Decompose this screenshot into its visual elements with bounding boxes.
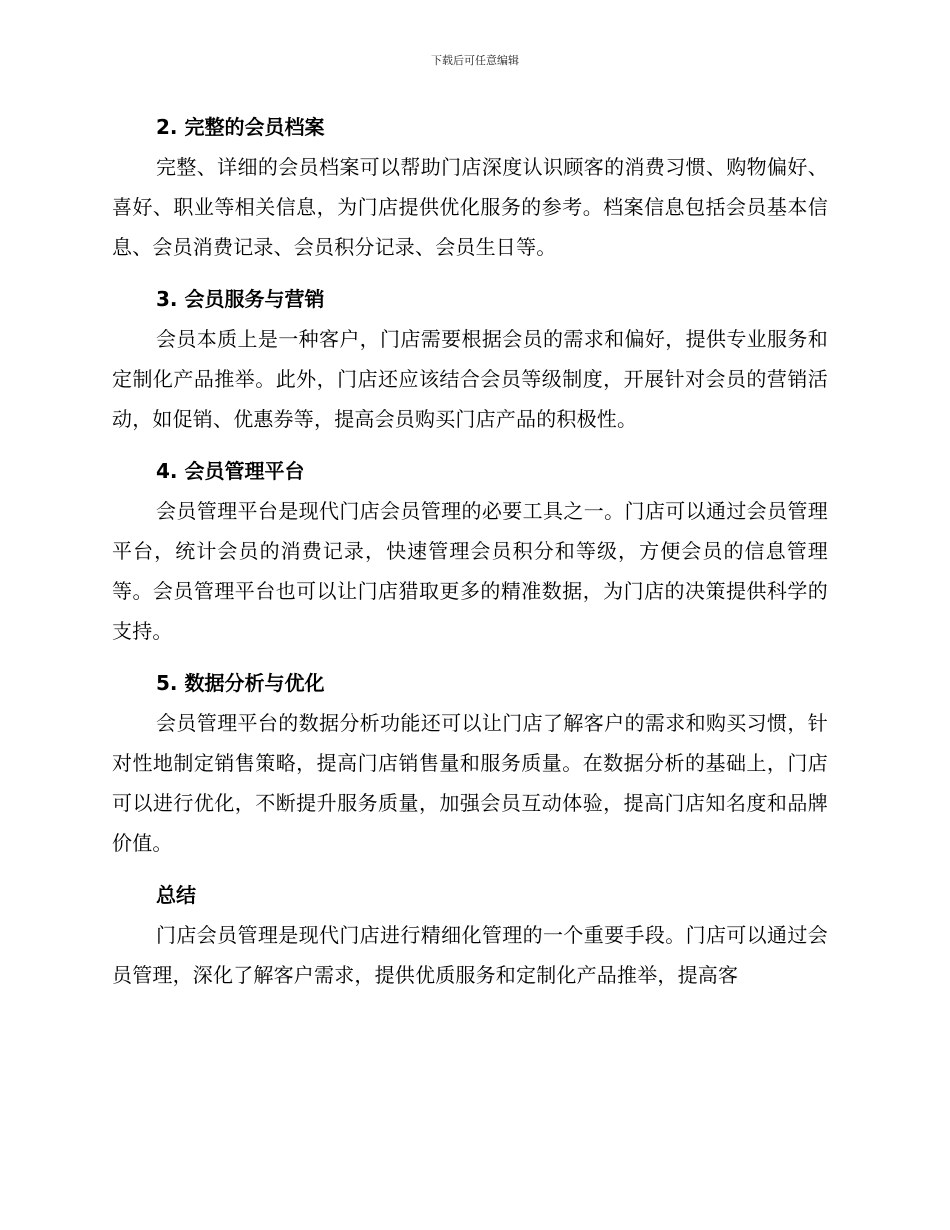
section-paragraph: 门店会员管理是现代门店进行精细化管理的一个重要手段。门店可以通过会员管理，深化了解客户需求，提供优质服务和定制化产品推举，提高客 xyxy=(112,923,828,987)
section-data-analysis xyxy=(112,663,828,863)
section-heading: 总结 xyxy=(156,883,196,907)
section-heading: 3. 会员服务与营销 xyxy=(156,287,325,311)
section-heading: 4. 会员管理平台 xyxy=(156,459,305,483)
section-paragraph: 会员本质上是一种客户，门店需要根据会员的需求和偏好，提供专业服务和定制化产品推举。此外，门店还应该结合会员等级制度，开展针对会员的营销活动，如促销、优惠券等，提高会员购买门店产品的积极性。 xyxy=(112,327,828,431)
page-header: 下载后可任意编辑 xyxy=(431,54,519,67)
section-paragraph: 完整、详细的会员档案可以帮助门店深度认识顾客的消费习惯、购物偏好、喜好、职业等相关信息，为门店提供优化服务的参考。档案信息包括会员基本信息、会员消费记录、会员积分记录、会员生日等。 xyxy=(112,155,828,259)
section-summary xyxy=(112,875,828,995)
document-body xyxy=(112,107,828,1007)
section-paragraph: 会员管理平台的数据分析功能还可以让门店了解客户的需求和购买习惯，针对性地制定销售策略，提高门店销售量和服务质量。在数据分析的基础上，门店可以进行优化，不断提升服务质量，加强会员互动体验，提高门店知名度和品牌价值。 xyxy=(112,711,828,855)
section-member-profile xyxy=(112,107,828,267)
section-paragraph: 会员管理平台是现代门店会员管理的必要工具之一。门店可以通过会员管理平台，统计会员的消费记录，快速管理会员积分和等级，方便会员的信息管理等。会员管理平台也可以让门店猎取更多的精准数据，为门店的决策提供科学的支持。 xyxy=(112,499,828,643)
section-member-platform xyxy=(112,451,828,651)
section-member-service-marketing xyxy=(112,279,828,439)
section-heading: 5. 数据分析与优化 xyxy=(156,671,325,695)
section-heading: 2. 完整的会员档案 xyxy=(156,115,325,139)
